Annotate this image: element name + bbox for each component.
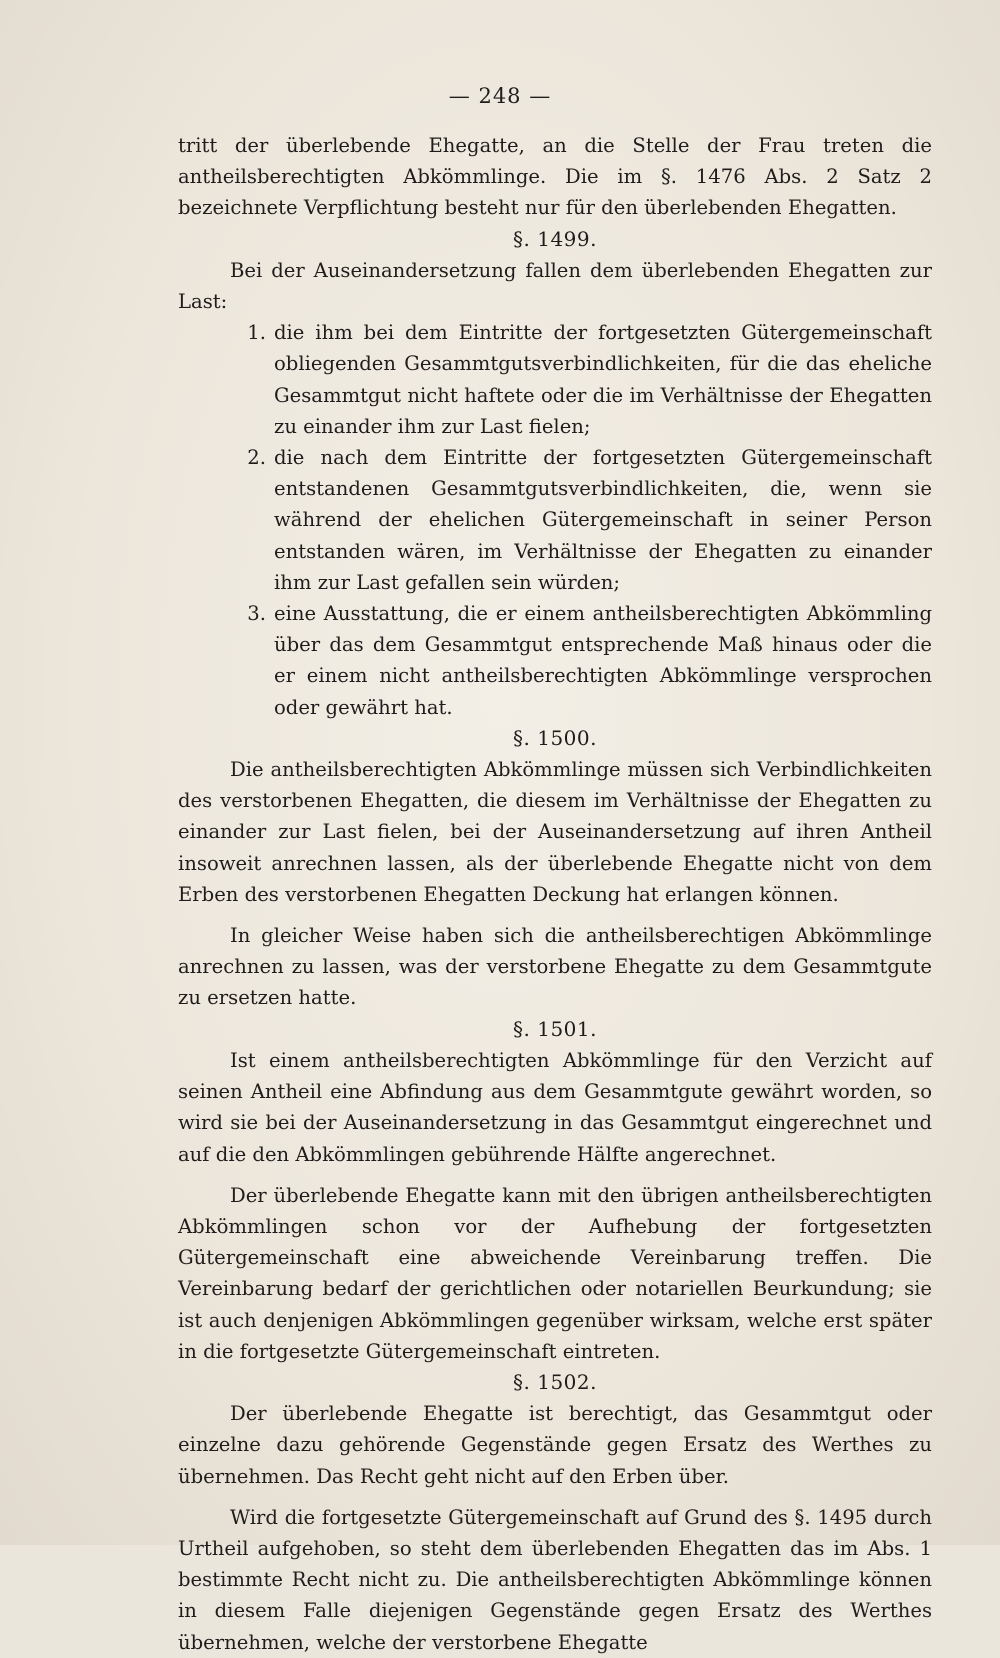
section-heading-1502: §. 1502. (513, 1369, 597, 1394)
list-item-text: eine Ausstattung, die er einem antheilsberechtigten Abkömmling über das dem Gesammtgut entsprechende Maß hinaus oder die er einem nicht antheilsberechtigten Abkömmlinge versprochen oder gewährt hat. (274, 602, 932, 719)
list-item-number: 1. (247, 321, 266, 345)
section-1500-paragraph-2: In gleicher Weise haben sich die antheilsberechtigen Abkömmlinge anrechnen zu lassen, was der verstorbene Ehegatte zu dem Gesammtgute zu ersetzen hatte. (178, 924, 932, 1010)
list-item (178, 598, 932, 723)
section-1501-paragraph-2: Der überlebende Ehegatte kann mit den übrigen antheilsberechtigten Abkömmlingen schon vor der Aufhebung der fortgesetzten Gütergemeinschaft eine abweichende Vereinbarung treffen. Die Vereinbarung bedarf der gerichtlichen oder notariellen Beurkundung; sie ist auch denjenigen Abkömmlingen gegenüber wirksam, welche erst später in die fortgesetzte Gütergemeinschaft eintreten. (178, 1183, 932, 1363)
list-item-text: die ihm bei dem Eintritte der fortgesetzten Gütergemeinschaft obliegenden Gesammtgutsverbindlichkeiten, für die das eheliche Gesammtgut nicht haftete oder die im Verhältnisse der Ehegatten zu einander ihm zur Last fielen; (274, 321, 932, 438)
list-item-number: 2. (247, 446, 266, 470)
list-item-text: die nach dem Eintritte der fortgesetzten Gütergemeinschaft entstandenen Gesammtgutsverbindlichkeiten, die, wenn sie während der ehelichen Gütergemeinschaft in seiner Person entstanden wären, im Verhältnisse der Ehegatten zu einander ihm zur Last gefallen sein würden; (274, 446, 932, 594)
section-1499-lead: Bei der Auseinandersetzung fallen dem überlebenden Ehegatten zur Last: (178, 258, 932, 314)
section-1499-list (178, 317, 932, 723)
section-heading-1499: §. 1499. (513, 226, 597, 251)
list-item-number: 3. (247, 602, 266, 626)
intro-paragraph: tritt der überlebende Ehegatte, an die Stelle der Frau treten die antheilsberechtigten Abkömmlinge. Die im §. 1476 Abs. 2 Satz 2 bezeichnete Verpflichtung besteht nur für den überlebenden Ehegatten. (178, 134, 932, 220)
page-body (178, 130, 932, 1658)
page-number: — 248 — (448, 84, 552, 108)
section-1501-paragraph-1: Ist einem antheilsberechtigten Abkömmlinge für den Verzicht auf seinen Antheil eine Abfindung aus dem Gesammtgute gewährt worden, so wird sie bei der Auseinandersetzung in das Gesammtgut eingerechnet und auf die den Abkömmlingen gebührende Hälfte angerechnet. (178, 1048, 932, 1166)
section-heading-1500: §. 1500. (513, 725, 597, 750)
list-item (178, 442, 932, 598)
section-1500-paragraph-1: Die antheilsberechtigten Abkömmlinge müssen sich Verbindlichkeiten des verstorbenen Ehegatten, die diesem im Verhältnisse der Ehegatten zu einander zur Last fielen, bei der Auseinandersetzung auf ihren Antheil insoweit anrechnen lassen, als der überlebende Ehegatte nicht von dem Erben des verstorbenen Ehegatten Deckung hat erlangen können. (178, 758, 932, 906)
section-1502-paragraph-2: Wird die fortgesetzte Gütergemeinschaft auf Grund des §. 1495 durch Urtheil aufgehoben, so steht dem überlebenden Ehegatten das im Abs. 1 bestimmte Recht nicht zu. Die antheilsberechtigten Abkömmlinge können in diesem Falle diejenigen Gegenstände gegen Ersatz des Werthes übernehmen, welche der verstorbene Ehegatte (178, 1505, 932, 1654)
section-1502-paragraph-1: Der überlebende Ehegatte ist berechtigt, das Gesammtgut oder einzelne dazu gehörende Gegenstände gegen Ersatz des Werthes zu übernehmen. Das Recht geht nicht auf den Erben über. (178, 1402, 932, 1488)
list-item (178, 317, 932, 442)
section-heading-1501: §. 1501. (513, 1016, 597, 1041)
